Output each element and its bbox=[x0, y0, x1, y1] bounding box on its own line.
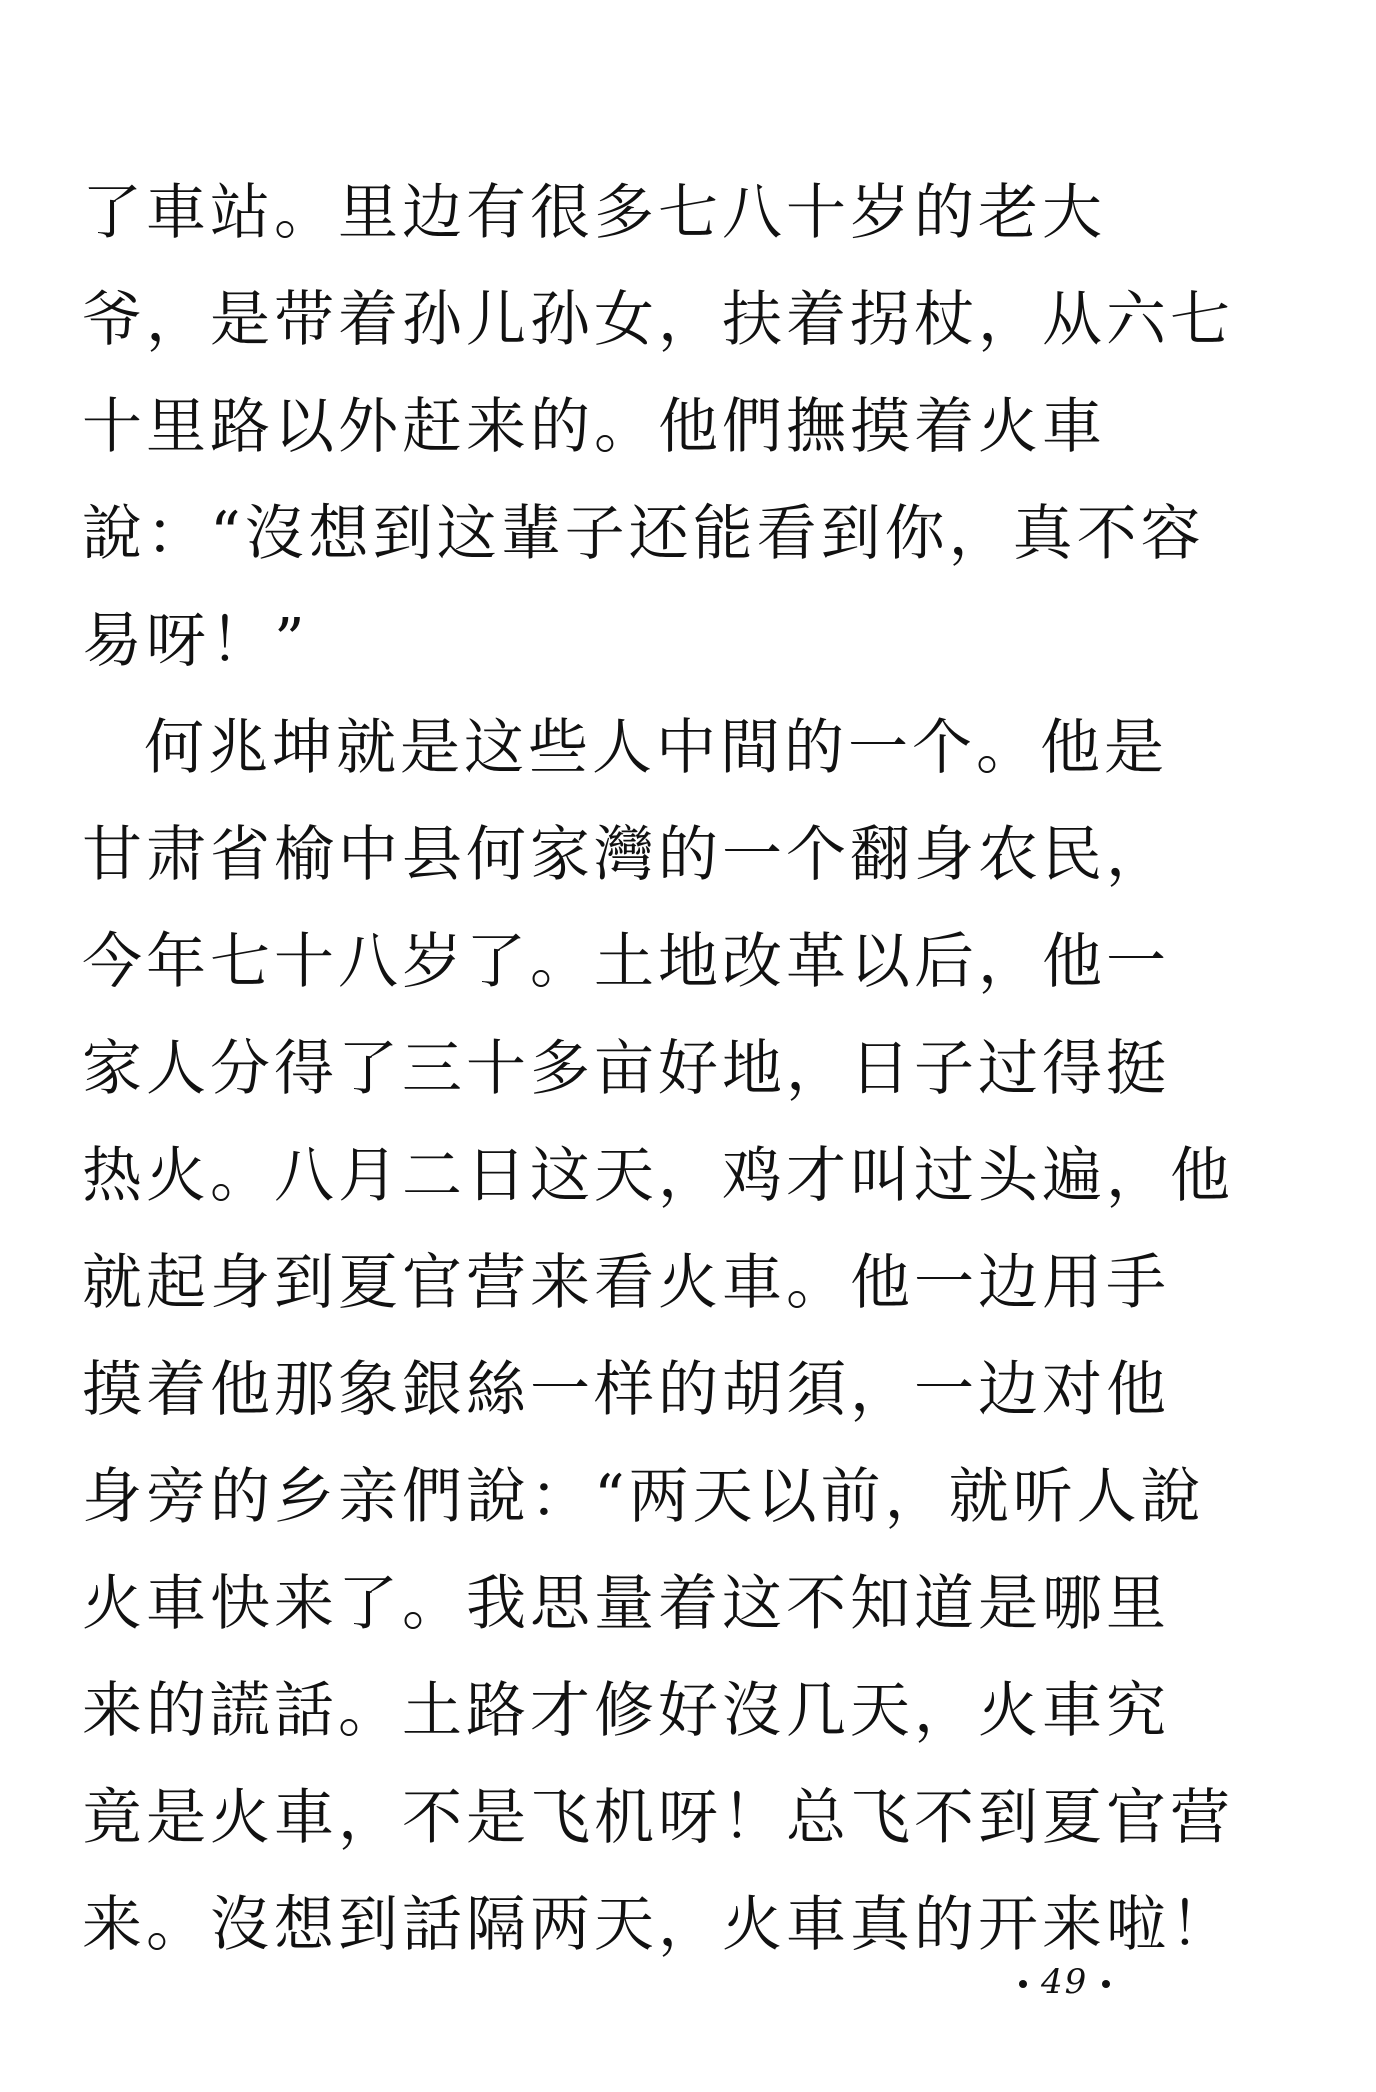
text-line: 了車站。里边有很多七八十岁的老大 bbox=[82, 178, 1106, 248]
text-line: 就起身到夏官营来看火車。他一边用手 bbox=[82, 1248, 1170, 1318]
page-number bbox=[1005, 1962, 1124, 2002]
paragraph-1 bbox=[82, 160, 1234, 695]
text-line: 今年七十八岁了。土地改革以后，他一 bbox=[82, 927, 1170, 997]
text-line: 身旁的乡亲們說：“两天以前，就听人說 bbox=[82, 1462, 1205, 1532]
text-line: 爷，是带着孙儿孙女，扶着拐杖，从六七 bbox=[82, 285, 1234, 355]
text-line: 摸着他那象銀絲一样的胡須，一边对他 bbox=[82, 1355, 1170, 1425]
bullet-dot-icon bbox=[1102, 1980, 1110, 1988]
bullet-dot-icon bbox=[1019, 1980, 1027, 1988]
text-line: 来的謊話。土路才修好沒几天，火車究 bbox=[82, 1676, 1170, 1746]
text-line: 何兆坤就是这些人中間的一个。他是 bbox=[144, 713, 1168, 783]
text-line: 家人分得了三十多亩好地，日子过得挺 bbox=[82, 1034, 1170, 1104]
text-line: 来。沒想到話隔两天，火車真的开来啦！ bbox=[82, 1890, 1234, 1960]
text-line: 热火。八月二日这天，鸡才叫过头遍，他 bbox=[82, 1141, 1234, 1211]
text-line: 說：“沒想到这輩子还能看到你，真不容 bbox=[82, 499, 1205, 569]
text-line: 火車快来了。我思量着这不知道是哪里 bbox=[82, 1569, 1170, 1639]
text-line: 易呀！” bbox=[82, 606, 309, 676]
text-line: 十里路以外赶来的。他們撫摸着火車 bbox=[82, 392, 1106, 462]
body-text bbox=[82, 160, 1234, 1979]
paragraph-2 bbox=[82, 695, 1234, 1979]
text-line: 甘肃省榆中县何家灣的一个翻身农民， bbox=[82, 820, 1170, 890]
page-number-value: 49 bbox=[1041, 1962, 1089, 2002]
text-line: 竟是火車，不是飞机呀！总飞不到夏官营 bbox=[82, 1783, 1234, 1853]
